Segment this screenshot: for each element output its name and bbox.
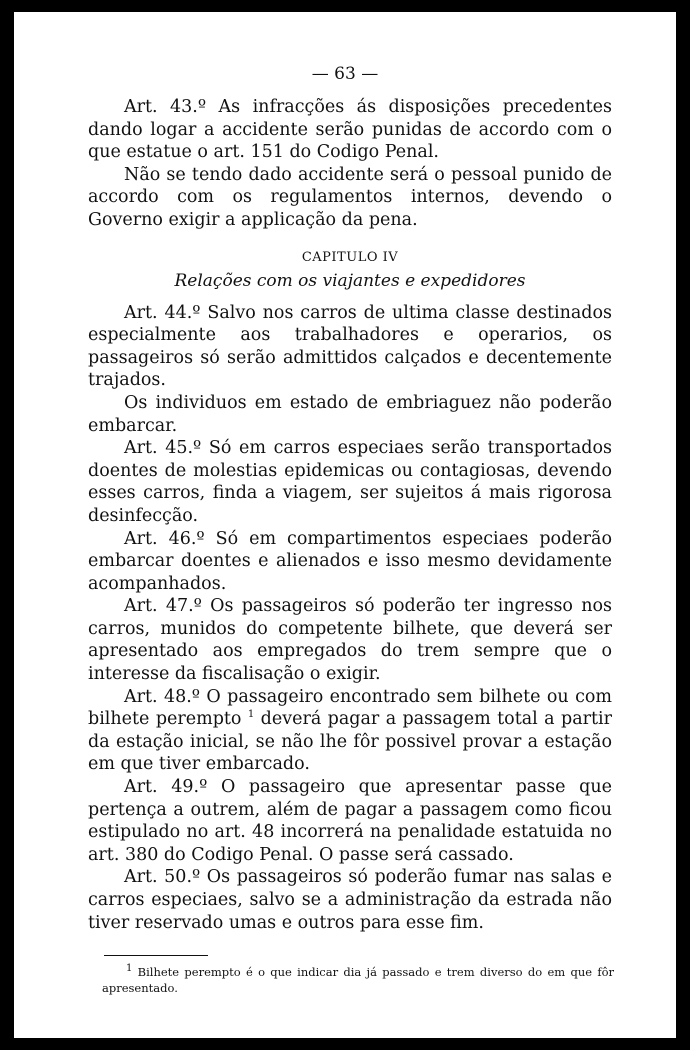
article-46: Art. 46.º Só em compartimentos especiaes poderão embarcar doentes e alienados e isso mesmo devidamente acompanhados. bbox=[88, 528, 612, 594]
footnote bbox=[102, 964, 614, 996]
footnote-separator bbox=[104, 955, 208, 956]
footnote-text: Bilhete perempto é o que indicar dia já passado e trem diverso do em que fôr apresentado. bbox=[102, 965, 614, 995]
page-number: — 63 — bbox=[311, 64, 379, 84]
article-48 bbox=[88, 686, 612, 776]
article-44: Art. 44.º Salvo nos carros de ultima classe destinados especialmente aos trabalhadores e operarios, os passageiros só serão admittidos calçados e decentemente trajados. bbox=[88, 302, 612, 391]
article-50: Art. 50.º Os passageiros só poderão fumar nas salas e carros especiaes, salvo se a administração da estrada não tiver reservado umas e outros para esse fim. bbox=[88, 867, 612, 933]
footnote-reference: 1 bbox=[247, 709, 255, 721]
article-44-continuation: Os individuos em estado de embriaguez não poderão embarcar. bbox=[88, 392, 612, 436]
chapter-subtitle: Relações com os viajantes e expedidores bbox=[174, 270, 526, 291]
article-43-continuation: Não se tendo dado accidente será o pessoal punido de accordo com os regulamentos internos, devendo o Governo exigir a applicação da pena. bbox=[88, 164, 612, 230]
article-45: Art. 45.º Só em carros especiaes serão transportados doentes de molestias epidemicas ou contagiosas, devendo esses carros, finda a viagem, ser sujeitos á mais rigorosa desinfecção. bbox=[88, 438, 612, 526]
document-page bbox=[14, 12, 676, 1038]
chapter-heading: CAPITULO IV bbox=[301, 249, 399, 265]
article-48-text-start: Art. 48.º O passageiro encontrado sem bilhete ou com bilhete perempto bbox=[88, 686, 612, 730]
article-49: Art. 49.º O passageiro que apresentar passe que pertença a outrem, além de pagar a passagem como ficou estipulado no art. 48 incorrerá na penalidade estatuida no art. 380 do Codigo Penal. O passe será cassado. bbox=[88, 777, 612, 865]
article-43: Art. 43.º As infracções ás disposições precedentes dando logar a accidente serão punidas de accordo com o que estatue o art. 151 do Codigo Penal. bbox=[88, 97, 612, 163]
footnote-marker: 1 bbox=[126, 963, 133, 975]
body-text bbox=[88, 96, 612, 934]
article-48-text-end: deverá pagar a passagem total a partir da estação inicial, se não lhe fôr possivel provar a estação em que tiver embarcado. bbox=[88, 709, 612, 775]
article-47: Art. 47.º Os passageiros só poderão ter ingresso nos carros, munidos do competente bilhete, que deverá ser apresentado aos empregados do trem sempre que o interesse da fiscalisação o exigir. bbox=[88, 596, 612, 685]
